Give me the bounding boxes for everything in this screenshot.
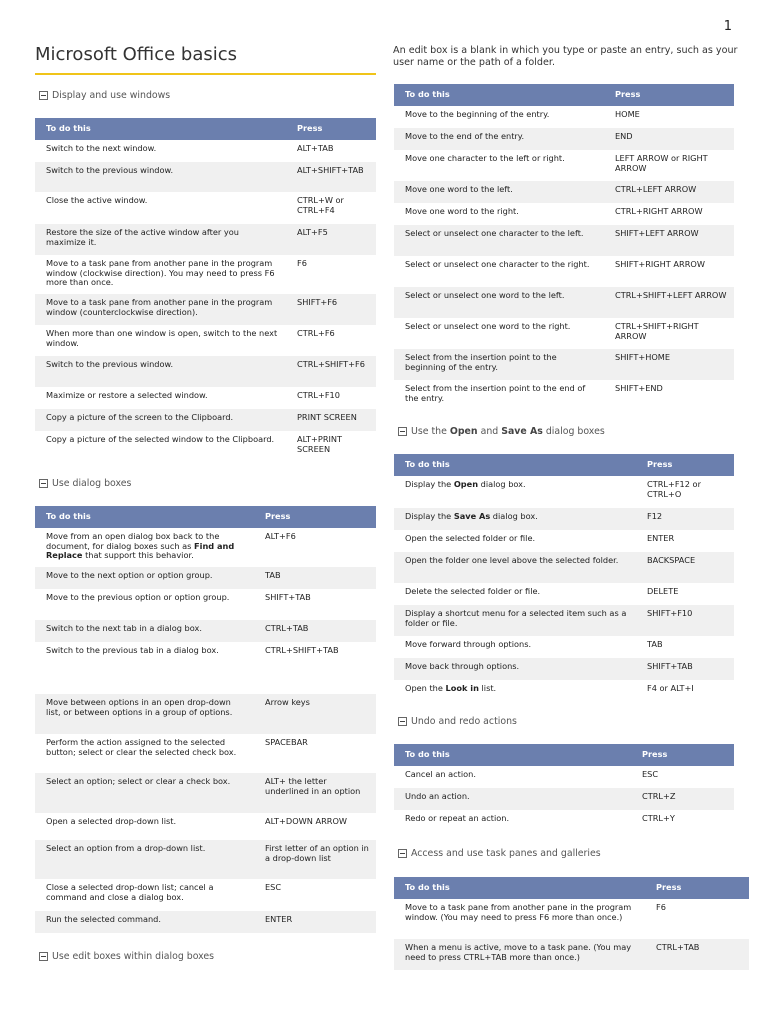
action-cell: Copy a picture of the selected window to the Clipboard. xyxy=(46,434,275,444)
action-cell: Open the Look in list. xyxy=(405,683,497,693)
keys-cell: ALT+F5 xyxy=(286,224,376,255)
action-cell: Open a selected drop-down list. xyxy=(46,816,177,826)
action-cell: Select an option from a drop-down list. xyxy=(35,840,254,879)
page-number: 1 xyxy=(723,19,732,34)
collapse-icon[interactable] xyxy=(398,427,407,436)
action-cell: Display the Open dialog box. xyxy=(405,479,526,489)
col-header-press: Press xyxy=(636,454,734,476)
dialog-table xyxy=(35,506,376,933)
action-cell: Switch to the previous window. xyxy=(35,162,286,192)
keys-cell: F4 or ALT+I xyxy=(647,683,694,693)
collapse-icon[interactable] xyxy=(398,849,407,858)
keys-cell: CTRL+SHIFT+TAB xyxy=(265,645,339,655)
action-cell: Select from the insertion point to the end of the entry. xyxy=(405,383,586,403)
action-cell: Run the selected command. xyxy=(35,911,254,933)
keys-cell: CTRL+Z xyxy=(631,788,734,810)
action-cell: Move one character to the left or right. xyxy=(405,153,565,163)
keys-cell: First letter of an option in a drop-down list xyxy=(254,840,376,879)
action-cell: Move to the beginning of the entry. xyxy=(405,109,550,119)
action-cell: Select or unselect one word to the left. xyxy=(394,287,604,318)
keys-cell: ALT+ the letter underlined in an option xyxy=(254,773,376,813)
action-cell: Select from the insertion point to the beginning of the entry. xyxy=(394,349,604,380)
keys-cell: LEFT ARROW or RIGHT ARROW xyxy=(615,153,708,173)
col-header-press: Press xyxy=(254,506,376,528)
keys-cell: F6 xyxy=(297,258,307,268)
action-cell: When a menu is active, move to a task pane. (You may need to press CTRL+TAB more than once.) xyxy=(394,939,645,970)
windows-table xyxy=(35,118,376,463)
action-cell: Move to a task pane from another pane in the program window. (You may need to press F6 more than once.) xyxy=(405,902,632,922)
section-heading-dialog[interactable]: Use dialog boxes xyxy=(39,478,131,489)
keys-cell: CTRL+SHIFT+LEFT ARROW xyxy=(604,287,734,318)
action-cell: Move to the next option or option group. xyxy=(35,567,254,589)
action-cell: Move to the previous option or option group. xyxy=(46,592,230,602)
keys-cell: ALT+DOWN ARROW xyxy=(265,816,347,826)
action-cell: Select or unselect one word to the right. xyxy=(405,321,571,331)
keys-cell: HOME xyxy=(615,109,640,119)
keys-cell: CTRL+LEFT ARROW xyxy=(604,181,734,203)
keys-cell: F6 xyxy=(656,902,666,912)
col-header-do: To do this xyxy=(35,118,286,140)
action-cell: Switch to the next window. xyxy=(46,143,157,153)
action-cell: Undo an action. xyxy=(394,788,631,810)
keys-cell: ESC xyxy=(642,769,659,779)
action-cell: Maximize or restore a selected window. xyxy=(46,390,208,400)
action-cell: Move from an open dialog box back to the document, for dialog boxes such as Find and Replace that support this behavior. xyxy=(46,531,235,561)
action-cell: Move forward through options. xyxy=(405,639,532,649)
open-save-table xyxy=(394,454,734,702)
keys-cell: ALT+PRINT SCREEN xyxy=(297,434,343,454)
keys-cell: ENTER xyxy=(647,533,675,543)
action-cell: Close the active window. xyxy=(46,195,148,205)
action-cell: Perform the action assigned to the selected button; select or clear the selected check box. xyxy=(46,737,237,757)
col-header-press: Press xyxy=(286,118,376,140)
keys-cell: CTRL+RIGHT ARROW xyxy=(615,206,703,216)
action-cell: Move between options in an open drop-down list, or between options in a group of options. xyxy=(35,694,254,734)
action-cell: Select or unselect one character to the left. xyxy=(394,225,604,256)
keys-cell: SHIFT+RIGHT ARROW xyxy=(615,259,705,269)
keys-cell: BACKSPACE xyxy=(636,552,734,583)
action-cell: Display the Save As dialog box. xyxy=(394,508,636,530)
keys-cell: PRINT SCREEN xyxy=(286,409,376,431)
keys-cell: TAB xyxy=(647,639,663,649)
section-heading-task-panes[interactable]: Access and use task panes and galleries xyxy=(398,848,601,859)
keys-cell: END xyxy=(604,128,734,150)
action-cell: Move to a task pane from another pane in the program window (clockwise direction). You may need to press F6 more than once. xyxy=(46,258,275,288)
action-cell: Restore the size of the active window after you maximize it. xyxy=(35,224,286,255)
section-heading-undo[interactable]: Undo and redo actions xyxy=(398,716,517,727)
action-cell: Close a selected drop-down list; cancel a command and close a dialog box. xyxy=(46,882,214,902)
col-header-do: To do this xyxy=(394,877,645,899)
keys-cell: SHIFT+TAB xyxy=(636,658,734,680)
keys-cell: SPACEBAR xyxy=(265,737,308,747)
keys-cell: Arrow keys xyxy=(254,694,376,734)
action-cell: Display a shortcut menu for a selected item such as a folder or file. xyxy=(394,605,636,636)
action-cell: Redo or repeat an action. xyxy=(405,813,510,823)
page-title: Microsoft Office basics xyxy=(35,44,376,75)
keys-cell: SHIFT+TAB xyxy=(265,592,311,602)
section-heading-editboxes[interactable]: Use edit boxes within dialog boxes xyxy=(39,951,214,962)
keys-cell: ESC xyxy=(265,882,282,892)
keys-cell: SHIFT+HOME xyxy=(604,349,734,380)
action-cell: Open the folder one level above the selected folder. xyxy=(394,552,636,583)
action-cell: Move to a task pane from another pane in the program window (counterclockwise direction). xyxy=(35,294,286,325)
action-cell: Switch to the next tab in a dialog box. xyxy=(35,620,254,642)
collapse-icon[interactable] xyxy=(39,952,48,961)
col-header-do: To do this xyxy=(394,744,631,766)
col-header-do: To do this xyxy=(35,506,254,528)
keys-cell: SHIFT+LEFT ARROW xyxy=(604,225,734,256)
keys-cell: CTRL+Y xyxy=(642,813,675,823)
col-header-do: To do this xyxy=(394,454,636,476)
keys-cell: CTRL+TAB xyxy=(645,939,749,970)
action-cell: Open the selected folder or file. xyxy=(405,533,536,543)
action-cell: Select or unselect one character to the right. xyxy=(405,259,590,269)
action-cell: Switch to the previous tab in a dialog box. xyxy=(46,645,219,655)
action-cell: When more than one window is open, switch to the next window. xyxy=(46,328,278,348)
task-panes-table xyxy=(394,877,749,970)
keys-cell: ENTER xyxy=(254,911,376,933)
section-heading-open-save[interactable]: Use the Open and Save As dialog boxes xyxy=(398,426,605,437)
keys-cell: F12 xyxy=(636,508,734,530)
action-cell: Cancel an action. xyxy=(405,769,476,779)
collapse-icon[interactable] xyxy=(398,717,407,726)
collapse-icon[interactable] xyxy=(39,91,48,100)
keys-cell: TAB xyxy=(254,567,376,589)
col-header-press: Press xyxy=(604,84,734,106)
undo-table xyxy=(394,744,734,832)
keys-cell: CTRL+F10 xyxy=(297,390,340,400)
keys-cell: ALT+SHIFT+TAB xyxy=(286,162,376,192)
action-cell: Move one word to the right. xyxy=(405,206,519,216)
col-header-press: Press xyxy=(645,877,749,899)
keys-cell: CTRL+W or CTRL+F4 xyxy=(297,195,344,215)
keys-cell: CTRL+F12 or CTRL+O xyxy=(647,479,701,499)
action-cell: Move to the end of the entry. xyxy=(394,128,604,150)
action-cell: Copy a picture of the screen to the Clipboard. xyxy=(35,409,286,431)
keys-cell: SHIFT+F10 xyxy=(636,605,734,636)
keys-cell: ALT+F6 xyxy=(265,531,296,541)
keys-cell: CTRL+TAB xyxy=(254,620,376,642)
keys-cell: SHIFT+END xyxy=(615,383,663,393)
action-cell: Move one word to the left. xyxy=(394,181,604,203)
keys-cell: ALT+TAB xyxy=(297,143,334,153)
keys-cell: CTRL+SHIFT+RIGHT ARROW xyxy=(615,321,699,341)
entry-table xyxy=(394,84,734,411)
section-heading-windows[interactable]: Display and use windows xyxy=(39,90,170,101)
collapse-icon[interactable] xyxy=(39,479,48,488)
action-cell: Switch to the previous window. xyxy=(35,356,286,387)
action-cell: Select an option; select or clear a check box. xyxy=(35,773,254,813)
keys-cell: CTRL+SHIFT+F6 xyxy=(286,356,376,387)
keys-cell: CTRL+F6 xyxy=(297,328,335,338)
action-cell: Move back through options. xyxy=(394,658,636,680)
keys-cell: DELETE xyxy=(647,586,679,596)
action-cell: Delete the selected folder or file. xyxy=(405,586,541,596)
keys-cell: SHIFT+F6 xyxy=(286,294,376,325)
col-header-press: Press xyxy=(631,744,734,766)
col-header-do: To do this xyxy=(394,84,604,106)
intro-text: An edit box is a blank in which you type or paste an entry, such as your user name or the path of a folder. xyxy=(393,45,738,69)
